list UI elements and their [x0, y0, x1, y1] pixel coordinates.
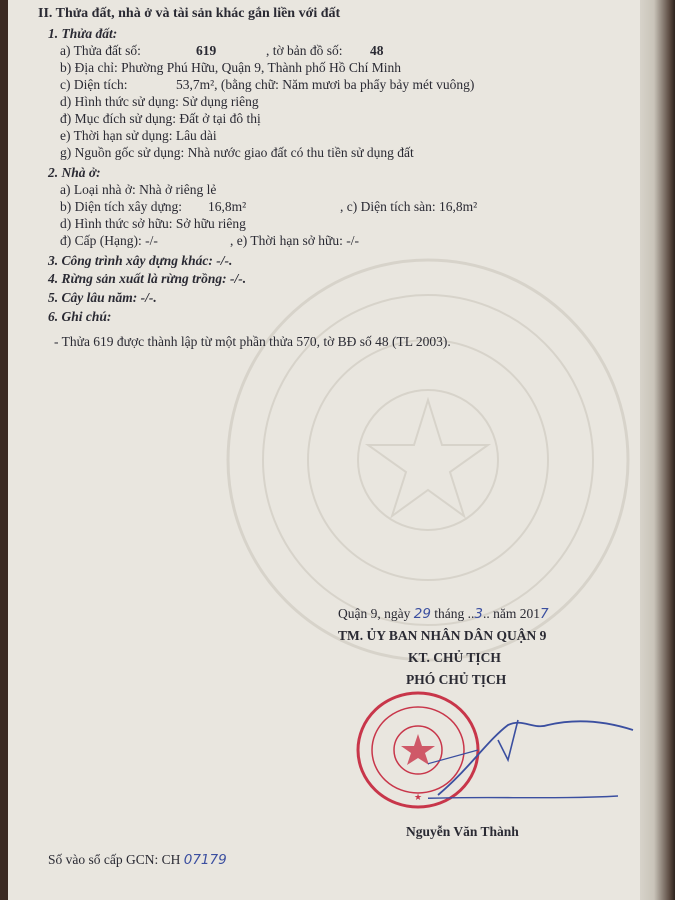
address: b) Địa chỉ: Phường Phú Hữu, Quận 9, Thành phố Hồ Chí Minh — [60, 60, 402, 75]
year-label: năm 201 — [493, 606, 541, 621]
issue-date: Quận 9, ngày 29 tháng ..3.. năm 2017 — [338, 606, 549, 622]
registry-number — [48, 852, 227, 868]
house-heading: 2. Nhà ở: — [48, 165, 101, 180]
date-prefix: Quận 9, ngày — [338, 606, 411, 621]
build-area-label: b) Diện tích xây dựng: — [60, 199, 183, 214]
usage-origin: g) Nguồn gốc sử dụng: Nhà nước giao đất có thu tiền sử dụng đất — [60, 145, 414, 160]
perennial-trees: 5. Cây lâu năm: -/-. — [48, 290, 157, 305]
floor-area: , c) Diện tích sàn: 16,8m² — [340, 199, 478, 214]
house-ownership: d) Hình thức sở hữu: Sở hữu riêng — [60, 216, 246, 231]
usage-form: d) Hình thức sử dụng: Sử dụng riêng — [60, 94, 259, 109]
page-edge — [640, 0, 675, 900]
registry-label: Số vào sổ cấp GCN: CH — [48, 852, 181, 867]
notes-text: - Thửa 619 được thành lập từ một phần thửa 570, tờ BĐ số 48 (TL 2003). — [54, 334, 451, 349]
plot-number: 619 — [196, 43, 217, 58]
issuing-authority: TM. ỦY BAN NHÂN DÂN QUẬN 9 — [338, 628, 547, 643]
certificate-page — [8, 0, 640, 900]
land-heading: 1. Thửa đất: — [48, 26, 118, 41]
notes-heading: 6. Ghi chú: — [48, 309, 112, 324]
area-label: c) Diện tích: — [60, 77, 128, 92]
house-type: a) Loại nhà ở: Nhà ở riêng lẻ — [60, 182, 217, 197]
svg-text:★: ★ — [413, 792, 423, 802]
map-label: , tờ bản đồ số: — [266, 43, 343, 58]
area-value: 53,7m², (bằng chữ: Năm mươi ba phẩy bảy mét vuông) — [176, 77, 475, 92]
date-year-digit: 7 — [540, 606, 549, 622]
handwritten-signature — [428, 700, 648, 810]
registry-handwritten-number: 07179 — [183, 852, 227, 868]
date-day: 29 — [413, 606, 431, 622]
build-area-value: 16,8m² — [208, 199, 247, 214]
section-title: II. Thửa đất, nhà ở và tài sản khác gắn liền với đất — [38, 6, 341, 21]
production-forest: 4. Rừng sản xuất là rừng trồng: -/-. — [48, 271, 247, 286]
signer-role-1: KT. CHỦ TỊCH — [408, 650, 501, 665]
plot-label: a) Thửa đất số: — [60, 43, 141, 58]
month-label: tháng — [434, 606, 465, 621]
ownership-term: , e) Thời hạn sở hữu: -/- — [230, 233, 359, 248]
signer-role-2: PHÓ CHỦ TỊCH — [406, 672, 507, 687]
usage-purpose: đ) Mục đích sử dụng: Đất ở tại đô thị — [60, 111, 261, 126]
map-number: 48 — [370, 43, 384, 58]
other-construction: 3. Công trình xây dựng khác: -/-. — [48, 253, 233, 268]
house-grade: đ) Cấp (Hạng): -/- — [60, 233, 158, 248]
date-month: 3 — [474, 606, 484, 622]
signer-name: Nguyễn Văn Thành — [406, 824, 519, 839]
usage-term: e) Thời hạn sử dụng: Lâu dài — [60, 128, 217, 143]
